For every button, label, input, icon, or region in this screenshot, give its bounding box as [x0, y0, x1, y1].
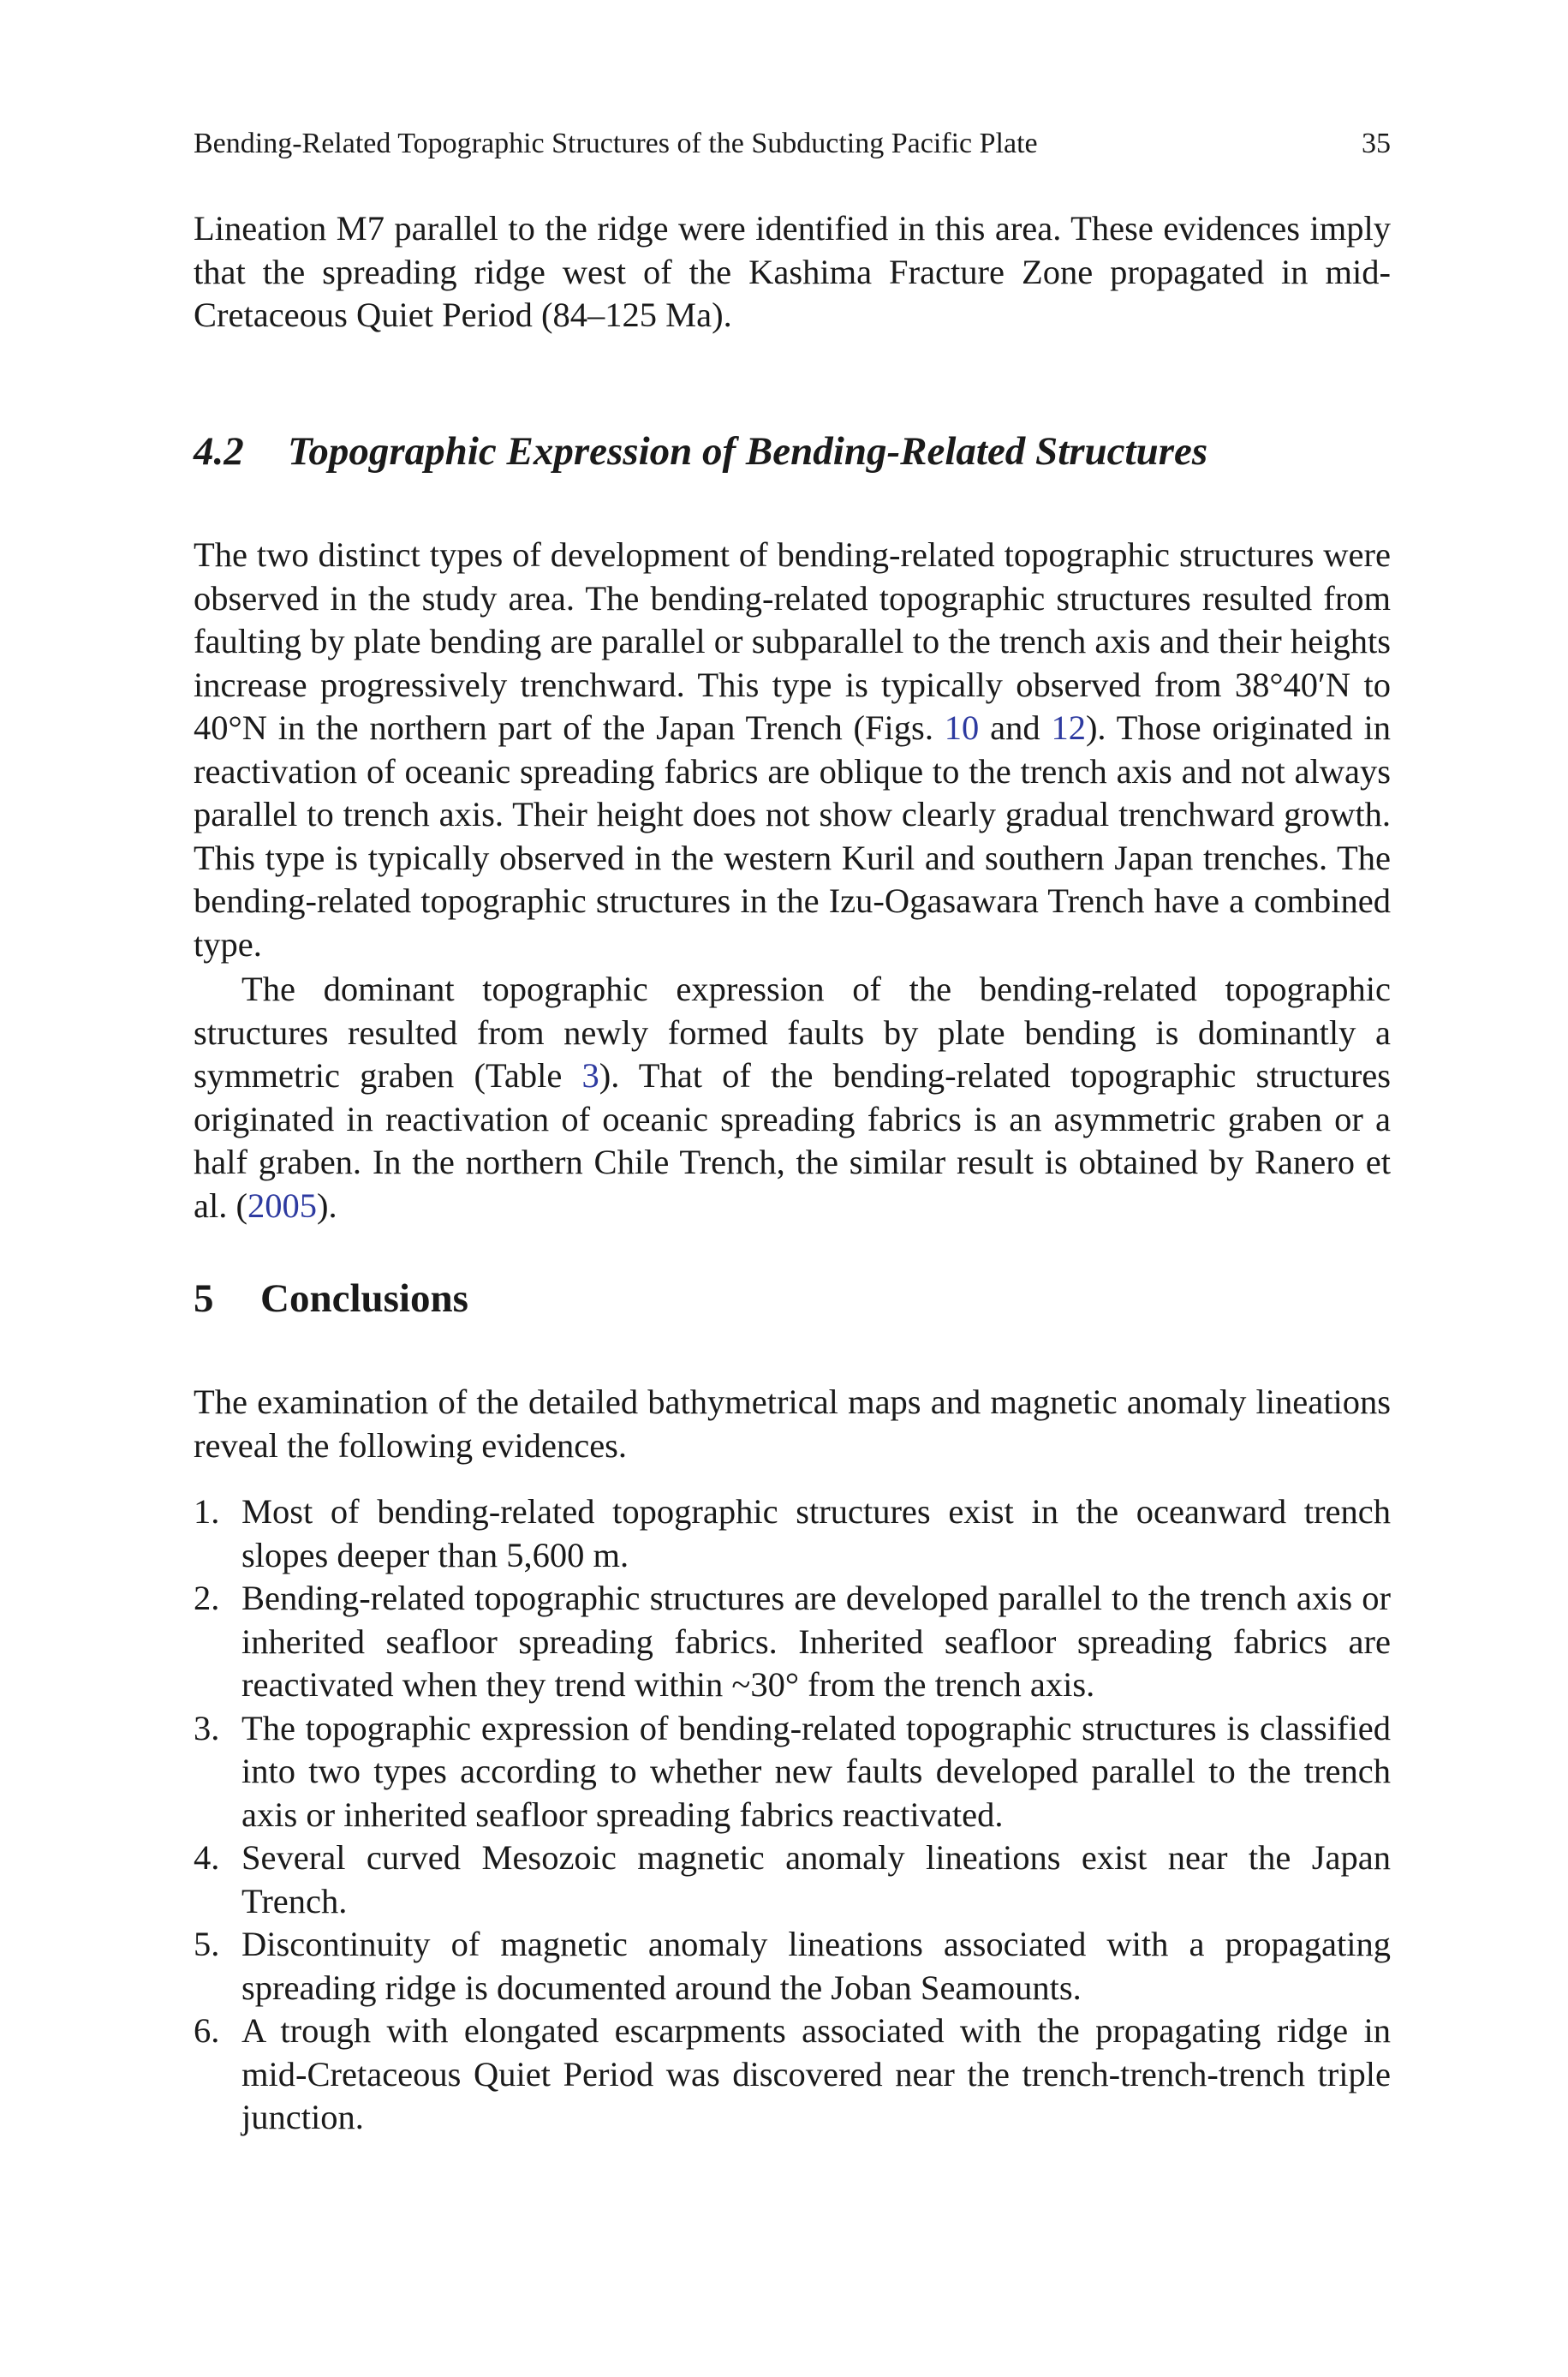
- conclusions-list: [194, 1490, 1391, 2140]
- section-4-2-paragraph-2: [194, 968, 1391, 1227]
- list-item-text: The topographic expression of bending-related topographic structures is classified into two types according to whether new faults developed parallel to the trench axis or inherited seafloor spreading fabrics reactivated.: [241, 1708, 1391, 1834]
- list-item-text: Bending-related topographic structures are developed parallel to the trench axis or inherited seafloor spreading fabrics. Inherited seafloor spreading fabrics are reactivated when they trend within ~30° from the trench axis.: [241, 1579, 1391, 1704]
- paragraph-text: The dominant topographic expression of the bending-related topographic structures resulted from newly formed faults by plate bending is dominantly a symmetric graben (Table: [194, 970, 1391, 1095]
- section-number: 4.2: [194, 429, 244, 474]
- list-item-text: A trough with elongated escarpments associated with the propagating ridge in mid-Cretaceous Quiet Period was discovered near the trench-trench-trench triple junction.: [241, 2011, 1391, 2136]
- list-item: [194, 1923, 1391, 2010]
- section-number: 5: [194, 1276, 214, 1321]
- section-heading-5: [194, 1275, 1391, 1323]
- section-heading-4-2: [194, 427, 1391, 475]
- list-item-text: Several curved Mesozoic magnetic anomaly lineations exist near the Japan Trench.: [241, 1838, 1391, 1920]
- paragraph-text: The two distinct types of development of bending-related topographic structures were observed in the study area. The bending-related topographic structures resulted from faulting by plate bending are parallel or subparallel to the trench axis and their heights increase progressively trenchward. This type is typically observed from 38°40′N to 40°N in the northern part of the Japan Trench (Figs.: [194, 535, 1391, 747]
- running-head-title: Bending-Related Topographic Structures of the Subducting Pacific Plate: [194, 128, 1038, 159]
- intro-paragraph: Lineation M7 parallel to the ridge were identified in this area. These evidences imply that the spreading ridge west of the Kashima Fracture Zone propagated in mid-Cretaceous Quiet Period (84–125 Ma).: [194, 209, 1391, 334]
- citation-link-2005[interactable]: 2005: [247, 1186, 317, 1225]
- conclusions-intro: The examination of the detailed bathymetrical maps and magnetic anomaly lineations reveal the following evidences.: [194, 1383, 1391, 1465]
- list-item: [194, 1490, 1391, 1577]
- running-head: [194, 125, 1391, 163]
- list-marker: 6.: [194, 2011, 220, 2050]
- list-marker: 1.: [194, 1492, 220, 1531]
- section-4-2-paragraph-1: [194, 534, 1391, 966]
- list-item: [194, 2010, 1391, 2140]
- section-title: Conclusions: [260, 1276, 468, 1321]
- list-marker: 4.: [194, 1838, 220, 1877]
- paragraph-text: and: [979, 708, 1052, 747]
- list-marker: 3.: [194, 1708, 220, 1747]
- list-item-text: Most of bending-related topographic structures exist in the oceanward trench slopes deeper than 5,600 m.: [241, 1492, 1391, 1574]
- page-number: 35: [1362, 128, 1391, 159]
- table-link-3[interactable]: 3: [581, 1056, 599, 1095]
- list-item-text: Discontinuity of magnetic anomaly lineations associated with a propagating spreading ridge is documented around the Joban Seamounts.: [241, 1925, 1391, 2007]
- list-item: [194, 1707, 1391, 1837]
- list-marker: 5.: [194, 1925, 220, 1963]
- paragraph-text: ).: [316, 1186, 337, 1225]
- section-title: Topographic Expression of Bending-Related Structures: [288, 429, 1208, 474]
- figure-link-12[interactable]: 12: [1051, 708, 1086, 747]
- paragraph-text: ). That of the bending-related topographic structures originated in reactivation of oceanic spreading fabrics is an asymmetric graben or a half graben. In the northern Chile Trench, the similar result is obtained by Ranero et al. (: [194, 1056, 1391, 1225]
- list-item: [194, 1837, 1391, 1923]
- paragraph-text: ). Those originated in reactivation of oceanic spreading fabrics are oblique to the trench axis and not always parallel to trench axis. Their height does not show clearly gradual trenchward growth. This type is typically observed in the western Kuril and southern Japan trenches. The bending-related topographic structures in the Izu-Ogasawara Trench have a combined type.: [194, 708, 1391, 964]
- list-item: [194, 1577, 1391, 1707]
- figure-link-10[interactable]: 10: [944, 708, 980, 747]
- list-marker: 2.: [194, 1579, 220, 1617]
